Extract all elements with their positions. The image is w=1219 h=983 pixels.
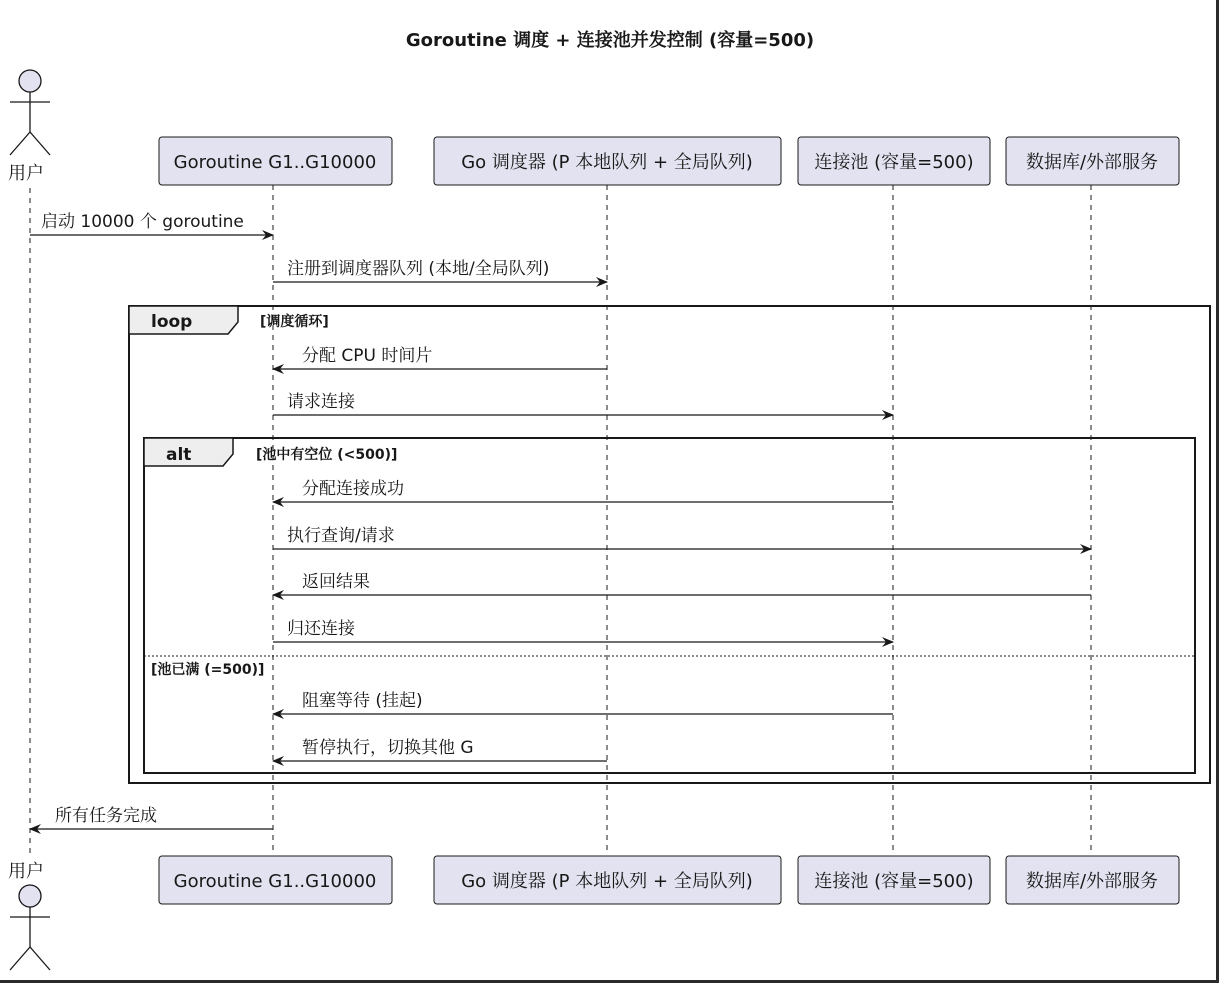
actor-user-bottom [10, 885, 50, 970]
svg-text:Go 调度器 (P 本地队列 + 全局队列): Go 调度器 (P 本地队列 + 全局队列) [461, 871, 753, 892]
message-label: 执行查询/请求 [287, 526, 395, 546]
message-label: 暂停执行，切换其他 G [302, 738, 474, 758]
loop-keyword: loop [151, 312, 193, 332]
svg-text:数据库/外部服务: 数据库/外部服务 [1025, 871, 1159, 892]
svg-text:Goroutine G1..G10000: Goroutine G1..G10000 [173, 871, 377, 892]
message-label: 归还连接 [287, 619, 355, 639]
svg-text:连接池 (容量=500): 连接池 (容量=500) [814, 871, 974, 892]
actor-user-top [10, 70, 50, 155]
message-label: 分配连接成功 [302, 479, 404, 499]
message-label: 启动 10000 个 goroutine [41, 212, 244, 232]
actor-head-icon [19, 70, 41, 92]
message-label: 返回结果 [302, 572, 370, 592]
alt-guard: [池中有空位 (<500)] [256, 447, 398, 463]
message-label: 阻塞等待 (挂起) [302, 691, 423, 711]
message-label: 请求连接 [287, 392, 355, 412]
participant-pool-top [798, 137, 990, 185]
actor-user-label-top: 用户 [8, 163, 44, 184]
message-label: 分配 CPU 时间片 [302, 346, 433, 366]
participant-db-bottom [1006, 856, 1179, 904]
diagram-title: Goroutine 调度 + 连接池并发控制 (容量=500) [405, 30, 815, 51]
svg-text:Goroutine G1..G10000: Goroutine G1..G10000 [173, 152, 377, 173]
svg-text:Go 调度器 (P 本地队列 + 全局队列): Go 调度器 (P 本地队列 + 全局队列) [461, 152, 753, 173]
lifelines [30, 185, 1091, 858]
alt-else-guard: [池已满 (=500)] [151, 662, 265, 678]
actor-head-icon [19, 885, 41, 907]
participant-scheduler-top [434, 137, 781, 185]
participant-db-top [1006, 137, 1179, 185]
loop-guard: [调度循环] [260, 314, 329, 330]
actor-user-label-bottom: 用户 [8, 861, 44, 882]
svg-text:数据库/外部服务: 数据库/外部服务 [1025, 152, 1159, 173]
message-label: 所有任务完成 [55, 806, 157, 826]
participant-goroutine-bottom [159, 856, 392, 904]
participant-pool-bottom [798, 856, 990, 904]
svg-text:连接池 (容量=500): 连接池 (容量=500) [814, 152, 974, 173]
participant-scheduler-bottom [434, 856, 781, 904]
message-label: 注册到调度器队列 (本地/全局队列) [287, 259, 550, 279]
participant-goroutine-top [159, 137, 392, 185]
alt-keyword: alt [166, 445, 192, 465]
